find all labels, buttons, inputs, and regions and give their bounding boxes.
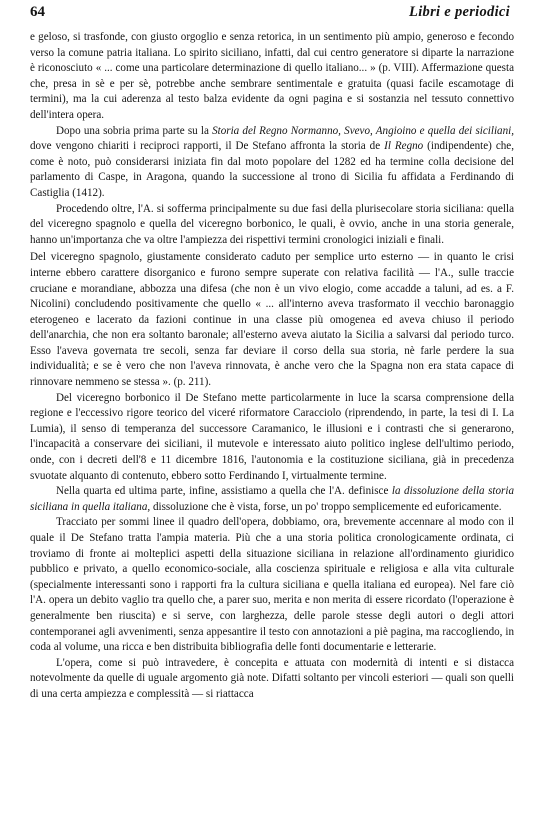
paragraph-2-text-c: (indipendente) che, come è noto, può considerarsi iniziata fin dal moto popolare del 1282 ed ha termine colla decisione del parlamento di Caspe, in Aragona, quando la successione al trono di Sicilia fu affidata a Ferdinando di Castiglia (1412). — [30, 140, 515, 199]
page-body — [30, 30, 514, 703]
running-title: Libri e periodici — [409, 4, 510, 20]
dissolution-title: la dissoluzione della storia siciliana in quella italiana, — [30, 485, 514, 513]
paragraph-7: Tracciato per sommi linee il quadro dell'opera, dobbiamo, ora, brevemente accennare al modo con il quale il De Stefano tratta l'ampia materia. Più che a una storia politica cronologicamente ordinata, ci troviamo di fronte ai molteplici aspetti della situazione siciliana in relazione all'ordinamento giuridico pubblico e privato, a quello economico-sociale, alla coscienza spirituale e religiosa e alla vita culturale (specialmente interessanti sono i rapporti fra la cultura siciliana e quella italiana ed europea). Nel fare ciò l'A. opera un debito vaglio tra quello che, a parer suo, merita e non merita di essere ricordato (l'operazione è generalmente ben riuscita) e si serve, con larghezza, delle parole stesse degli autori o degli attori contemporanei agli avvenimenti, senza appesantire il testo con annotazioni a piè pagina, ma raccogliendo, in coda al volume, una ricca e ben distribuita bibliografia delle fonti documentarie e letterarie. — [30, 516, 514, 654]
paragraph-6-text-a: Nella quarta ed ultima parte, infine, assistiamo a quella che l'A. definisce — [56, 485, 392, 498]
il-regno-title: Il Regno — [384, 140, 424, 153]
paragraph-2 — [30, 124, 514, 202]
paragraph-2-text-a: Dopo una sobria prima parte su la — [56, 124, 213, 137]
paragraph-2-text-b: dove vengono chiariti i reciproci rapporti, il De Stefano affronta la storia de — [30, 140, 385, 153]
paragraph-6-text-b: dissoluzione che è vista, forse, un po' troppo semplicemente ed euforicamente. — [150, 500, 502, 513]
page-header — [30, 4, 514, 30]
paragraph-8: L'opera, come si può intravedere, è concepita e attuata con modernità di intenti e si distacca notevolmente da quelle di uguale argomento già note. Difatti soltanto per vincoli esteriori — quali son quelli di una certa ampiezza e complessità — si riattacca — [30, 656, 514, 700]
paragraph-1: e geloso, si trasfonde, con giusto orgoglio e senza retorica, in un sentimento più ampio, generoso e fecondo verso la comune patria italiana. Lo spirito siciliano, infatti, dal cui centro generatore si diparte la narrazione è riconosciuto « ... come una particolare determinazione di quello italiano... » (p. VIII). Affermazione questa che, presa in sè e per sè, potrebbe anche sembrare sentimentale e gratuita (quasi facile escamotage di termini), ma la cui aderenza al testo balza evidente da ogni pagina e si sostanzia nel tessuto connettivo dell'intera opera. — [30, 31, 514, 121]
paragraph-6 — [30, 484, 514, 515]
page-number: 64 — [30, 4, 45, 20]
paragraph-5: Del viceregno borbonico il De Stefano mette particolarmente in luce la scarsa comprensione della regione e l'eccessivo rigore teorico del viceré riformatore Caracciolo (riprendendo, in parte, la tesi di I. La Lumia), il senso di temperanza del successore Caramanico, le illusioni e i contrasti che si generarono, l'incapacità a conservare dei siciliani, il mutevole e interessato aiuto politico inglese dell'ultimo periodo, onde, con i decreti dell'8 e 11 dicembre 1816, l'autonomia e la costituzione siciliana, già in precedenza svuotate alquanto di contenuto, ebbero sotto Ferdinando I, virtualmente termine. — [30, 391, 514, 482]
paragraph-4: Del viceregno spagnolo, giustamente considerato caduto per semplice urto esterno — in quanto le crisi interne ebbero carattere disorganico e furono sempre superate con relativa facilità — l'A., sulle traccie cruciane e morandiane, abbozza una difesa (che non è un vivo elogio, come accadde a taluni, ad es. a F. Nicolini) concludendo positivamente che quello « ... all'interno aveva trasformato il vecchio baronaggio eterogeneo e lacerato da fazioni continue in una classe più omogenea ed aveva chiuso il periodo dell'anarchia, che non era soltanto baronale; all'esterno aveva aiutato la Sicilia a salvarsi dal periodo turco. Esso l'aveva governata tre secoli, senza far deviare il corso della sua storia, nè farle perdere la sua individualità; e se è vero che non l'aveva rinnovata, è anche vero che la Spagna non era stata capace di rinnovare nemmeno se stessa ». (p. 211). — [30, 251, 514, 389]
book-section-title: Storia del Regno Normanno, Svevo, Angioino e quella dei siciliani, — [212, 124, 514, 137]
paragraph-3: Procedendo oltre, l'A. si sofferma principalmente su due fasi della plurisecolare storia siciliana: quella del viceregno spagnolo e quella del viceregno borbonico, le quali, è ovvio, anche in una storia generale, hanno un'importanza che va oltre l'ampiezza dei rispettivi termini cronologici iniziali e finali. — [30, 202, 514, 246]
